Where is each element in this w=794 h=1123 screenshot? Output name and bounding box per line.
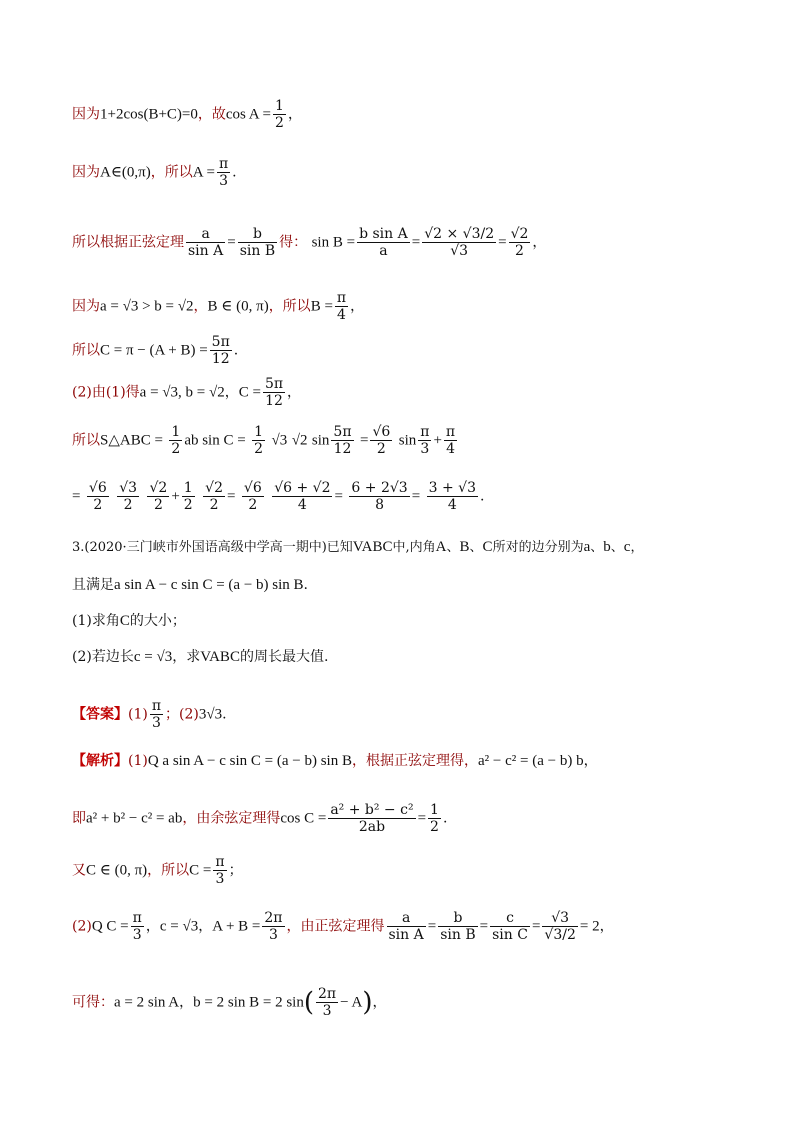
math: a = √3 > b = √2: [100, 298, 194, 315]
text: 的周长最大值.: [239, 649, 329, 665]
math: =: [227, 234, 236, 251]
fraction: $\frac{1}{2}$: [430, 802, 439, 835]
text: 可得：: [72, 994, 114, 1011]
math: a = √3, b = √2: [139, 384, 225, 401]
text: 即: [72, 810, 86, 827]
fraction: $\frac{b}{\text{sin B}}$: [239, 226, 276, 259]
fraction: $\frac{5\pi}{12}$: [211, 334, 230, 367]
math: C: [119, 613, 130, 629]
fraction: $\frac{√3}{√3/2}$: [544, 910, 576, 943]
text: ，由正弦定理得: [286, 918, 385, 935]
fraction: $\frac{1}{2}$: [254, 424, 264, 457]
math: C =: [238, 384, 261, 401]
math: A: [435, 539, 447, 555]
math: C = π − (A + B) =: [100, 342, 208, 359]
text: 因为: [72, 164, 100, 181]
math: =: [411, 488, 421, 505]
text: 所以根据正弦定理: [72, 234, 184, 251]
line-4: [72, 290, 364, 323]
math: b = 2 sin B = 2 sin: [193, 994, 304, 1011]
analysis-line-1: 【解析】(1)Q a sin A − c sin C = (a − b) sin B，根据正弦定理得，a² − c² = (a − b) b，: [72, 753, 598, 769]
text: 因为: [72, 106, 100, 123]
line-equality: [72, 480, 484, 513]
analysis-label: 【解析】: [72, 753, 128, 769]
text: ，所以: [268, 298, 311, 315]
problem-3-condition: 且满足a sin A − c sin C = (a − b) sin B.: [72, 577, 308, 593]
fraction: $\frac{2\pi}{3}$: [264, 910, 283, 943]
fraction: $\frac{1}{2}$: [171, 424, 181, 457]
math: a sin A − c sin C = (a − b) sin B: [114, 577, 304, 593]
math: √2: [291, 432, 308, 449]
math: +: [433, 432, 442, 449]
text: 得：: [279, 234, 308, 251]
math: cos C =: [280, 810, 327, 827]
line-2: [72, 156, 237, 189]
text: ，由余弦定理得: [182, 810, 281, 827]
math: C =: [189, 862, 212, 879]
text: ，: [193, 298, 208, 315]
math: ab sin C =: [184, 432, 246, 449]
math: =: [411, 234, 421, 251]
text: ，求: [172, 649, 201, 665]
text: 因为: [72, 298, 100, 315]
math: VABC: [352, 539, 393, 555]
math: a = 2 sin A: [114, 994, 180, 1011]
punct: ，: [287, 384, 302, 401]
fraction: $\frac{√2}{2}$: [510, 226, 529, 259]
fraction: $\frac{1}{2}$: [275, 98, 284, 131]
text: 的大小；: [129, 613, 186, 629]
fraction: $\frac{\pi}{3}$: [132, 910, 142, 943]
punct: ，: [350, 298, 365, 315]
paren-left: (: [303, 987, 314, 1018]
fraction: $\frac{c}{\text{sin C}}$: [492, 910, 528, 943]
math: sin B =: [311, 234, 356, 251]
math: B ∈ (0, π): [207, 298, 269, 315]
punct: ，: [532, 234, 547, 251]
text: (1): [128, 706, 148, 723]
math: =: [498, 234, 507, 251]
math: sin: [398, 432, 417, 449]
text: 3.(2020·三门峡市外国语高级中学高一期中)已知: [72, 540, 353, 555]
fraction: $\frac{\pi}{4}$: [445, 424, 456, 457]
fraction: $\frac{2\pi}{3}$: [317, 986, 337, 1019]
math: VABC: [200, 649, 240, 665]
fraction: $\frac{\pi}{3}$: [151, 698, 162, 731]
fraction: $\frac{√6}{2}$: [372, 424, 391, 457]
punct: .: [479, 488, 485, 505]
text: 又: [72, 862, 86, 879]
math: +: [171, 488, 180, 505]
problem-3-part2: [72, 647, 328, 667]
fraction: $\frac{a}{\text{sin A}}$: [188, 226, 224, 259]
math: A∈(0,π): [100, 164, 151, 181]
math: sin: [311, 432, 330, 449]
fraction: $\frac{√2}{2}$: [205, 480, 223, 513]
punct: ，: [287, 106, 302, 123]
fraction: $\frac{\pi}{3}$: [218, 156, 229, 189]
math: =: [226, 488, 236, 505]
fraction: $\frac{a}{\text{sin A}}$: [388, 910, 424, 943]
fraction: $\frac{b}{\text{sin B}}$: [440, 910, 476, 943]
text: ，所以: [147, 862, 190, 879]
line-6: [72, 376, 301, 409]
text: 且满足: [72, 577, 114, 593]
text: ，所以: [150, 164, 193, 181]
text: (2): [72, 918, 92, 935]
math: S△ABC =: [100, 432, 163, 449]
answer-line: 【答案】(1) $\frac{\pi}{3}$ ；(2)3√3.: [72, 698, 227, 731]
line-5: [72, 334, 238, 367]
fraction: $\frac{√6 + √2}{4}$: [274, 480, 331, 513]
punct: ，: [224, 384, 239, 401]
math: Q C =: [91, 918, 129, 935]
math: A =: [192, 164, 215, 181]
fraction: $\frac{3 + √3}{4}$: [428, 480, 476, 513]
math: a² − c² = (a − b) b: [477, 753, 584, 769]
fraction: $\frac{√6}{2}$: [243, 480, 262, 513]
problem-3-stem: 3.(2020·三门峡市外国语高级中学高一期中)已知VABC中,内角A、B、C所对的边分别为a、b、c，: [72, 539, 644, 555]
fraction: $\frac{√2}{2}$: [149, 480, 168, 513]
math: =: [334, 488, 343, 505]
text: (1)求角: [72, 613, 120, 629]
text: ，根据正弦定理得，: [351, 753, 478, 769]
punct: .: [233, 342, 239, 359]
text: 中,内角: [392, 540, 436, 555]
text: (2)若边长: [72, 649, 134, 665]
fraction: $\frac{√2 \times √3/2}{√3}$: [424, 226, 495, 259]
fraction: $\frac{1}{2}$: [183, 480, 193, 513]
math: 3√3: [198, 706, 223, 723]
text: (2)由(1)得: [72, 384, 140, 401]
fraction: $\frac{5\pi}{12}$: [264, 376, 284, 409]
math: 1+2cos(B+C)=0: [100, 106, 198, 123]
answer-label: 【答案】: [72, 706, 128, 723]
math: =: [72, 488, 81, 505]
fraction: $\frac{5\pi}{12}$: [333, 424, 352, 457]
analysis-line-4: (2)Q C = $\frac{\pi}{3}$ ，c = √3，A + B = $\frac{2\pi}{3}$ ，由正弦定理得 $\frac{a}{\text{sin A}}$ = $\frac{b}{\text{sin B}}$ = $\frac{c}{\text{sin C}}$ = $\frac{√3}{√3/2}$ = 2，: [72, 910, 614, 943]
fraction: $\frac{\text{a² + b² − c²}}{2ab}$: [330, 802, 414, 835]
line-area: [72, 424, 459, 457]
math: C ∈ (0, π): [86, 862, 148, 879]
text: 所以: [72, 432, 100, 449]
fraction: $\frac{\pi}{3}$: [420, 424, 430, 457]
fraction: $\frac{\text{b sin A}}{a}$: [359, 226, 408, 259]
math: Q a sin A − c sin C = (a − b) sin B: [147, 753, 352, 769]
problem-3-part1: [72, 611, 186, 631]
text: ；(2): [165, 706, 199, 723]
math: =: [359, 432, 369, 449]
analysis-line-3: 又C ∈ (0, π)，所以C = $\frac{\pi}{3}$ ；: [72, 854, 243, 887]
analysis-line-5: 可得：a = 2 sin A，b = 2 sin B = 2 sin( $\frac{2\pi}{3}$ − A)，: [72, 986, 387, 1019]
fraction: $\frac{\pi}{3}$: [215, 854, 225, 887]
math: √3: [271, 432, 288, 449]
fraction: $\frac{\pi}{4}$: [336, 290, 347, 323]
math: c = √3: [133, 649, 173, 665]
math: cos A =: [225, 106, 272, 123]
fraction: $\frac{√3}{2}$: [119, 480, 138, 513]
fraction: $\frac{√6}{2}$: [88, 480, 107, 513]
punct: .: [232, 164, 237, 181]
line-3: [72, 226, 546, 259]
analysis-line-2: 即a² + b² − c² = ab，由余弦定理得cos C = $\frac{\text{a² + b² − c²}}{2ab}$ = $\frac{1}{2}$ .: [72, 802, 448, 835]
line-1: [72, 98, 302, 131]
math: B =: [310, 298, 333, 315]
paren-right: ): [362, 987, 373, 1018]
text: 所以: [72, 342, 100, 359]
fraction: $\frac{6 + 2√3}{8}$: [351, 480, 408, 513]
math: a² + b² − c² = ab: [86, 810, 183, 827]
text: ，故: [197, 106, 226, 123]
